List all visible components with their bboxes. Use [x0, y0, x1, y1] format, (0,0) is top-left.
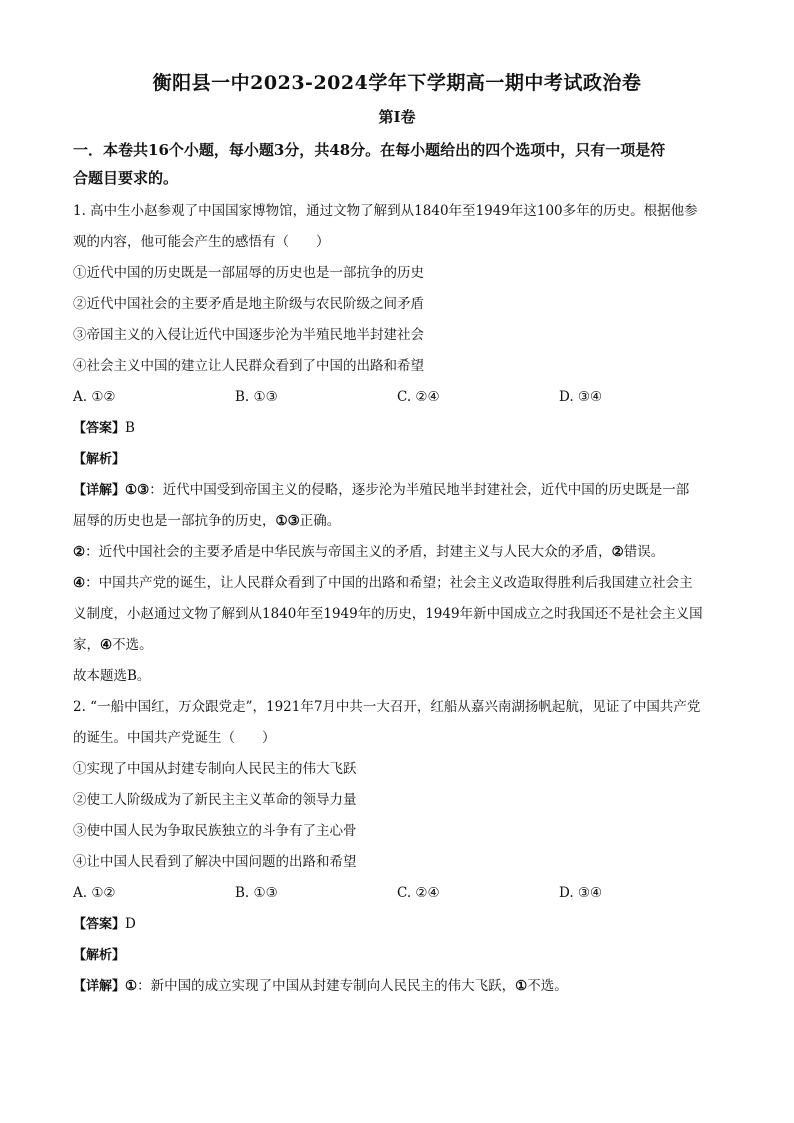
q1-option-b: B. ①③: [235, 389, 278, 405]
q1-option-d: D. ③④: [559, 389, 603, 405]
q1-item-3: ③帝国主义的入侵让近代中国逐步沦为半殖民地半封建社会: [73, 327, 424, 343]
section-instructions-line1: 一．本卷共16个小题，每小题3分，共48分。在每小题给出的四个选项中，只有一项是符: [73, 141, 666, 159]
q2-detail-mark-1b: ①: [515, 978, 528, 994]
section-instructions-line2: 合题目要求的。: [73, 169, 179, 187]
q1-detail-mark-3: ②: [73, 544, 86, 560]
q1-detail-text-4: ：中国共产党的诞生，让人民群众看到了中国的出路和希望；社会主义改造取得胜利后我国建立社会主: [85, 575, 693, 591]
volume-title: 第Ⅰ卷: [378, 108, 416, 126]
q2-detail-mark-1: ①: [125, 978, 138, 994]
q1-analysis: [73, 444, 723, 475]
page-title: 衡阳县一中2023-2024学年下学期高一期中考试政治卷: [152, 72, 642, 94]
q1-conclusion: 故本题选B。: [73, 668, 151, 684]
q2-stem-line1: 2. “一船中国红，万众跟党走”，1921年7月中共一大召开，红船从嘉兴南湖扬帆起航，见证了中国共产党: [73, 699, 701, 715]
q1-detail-line5: 义制度，小赵通过文物了解到从1840年至1949年的历史，1949年新中国成立之时我国还不是社会主义国: [73, 606, 703, 622]
q1-option-a: A. ①②: [73, 389, 116, 405]
q2-detail-text-1b: 不选。: [527, 978, 568, 994]
q1-stem-line2: 观的内容，他可能会产生的感悟有（ ）: [73, 234, 330, 250]
q2-item-1: ①实现了中国从封建专制向人民民主的伟大飞跃: [73, 761, 357, 777]
q1-detail-mark-1: ①③: [125, 482, 150, 498]
q2-option-a: A. ①②: [73, 885, 116, 901]
q2-analysis: [73, 940, 723, 971]
q2-options: [73, 878, 723, 909]
q2-item-3: ③使中国人民为争取民族独立的斗争有了主心骨: [73, 823, 357, 839]
q1-detail-text-6b: 不选。: [112, 637, 153, 653]
q1-detail-text-3: ：近代中国社会的主要矛盾是中华民族与帝国主义的矛盾，封建主义与人民大众的矛盾，: [85, 544, 612, 560]
question-2: [73, 692, 723, 1002]
q1-detail-line1: [73, 475, 723, 506]
question-1: [73, 196, 723, 692]
q2-analysis-tag: 【解析】: [73, 948, 126, 963]
q1-detail-mark-3b: ②: [611, 544, 624, 560]
q2-option-d: D. ③④: [559, 885, 603, 901]
q1-detail-mark-2: ①③: [275, 513, 300, 529]
q1-item-1: ①近代中国的历史既是一部屈辱的历史也是一部抗争的历史: [73, 265, 424, 281]
q1-detail-mark-6: ④: [100, 637, 113, 653]
section-instructions: [73, 136, 723, 192]
q2-detail-text-1: ：新中国的成立实现了中国从封建专制向人民民主的伟大飞跃，: [137, 978, 516, 994]
exam-content: [73, 132, 723, 1002]
q1-options: [73, 382, 723, 413]
q1-detail-line4: [73, 568, 723, 599]
q2-answer-tag: 【答案】: [73, 917, 126, 932]
q2-item-4: ④让中国人民看到了解决中国问题的出路和希望: [73, 854, 357, 870]
q1-detail-text-3b: 错误。: [623, 544, 665, 560]
q1-detail-tag: 【详解】: [73, 483, 126, 498]
q1-answer: [73, 413, 723, 444]
q1-analysis-tag: 【解析】: [73, 452, 126, 467]
q1-detail-text-2a: 屈辱的历史也是一部抗争的历史，: [73, 513, 276, 529]
q2-answer-value: D: [125, 916, 136, 932]
q1-detail-line3: [73, 537, 723, 568]
q2-detail-tag: 【详解】: [73, 979, 126, 994]
q1-option-c: C. ②④: [397, 389, 440, 405]
q1-detail-line2: [73, 506, 723, 537]
q1-answer-value: B: [125, 420, 135, 436]
q1-stem-line1: 1. 高中生小赵参观了中国国家博物馆，通过文物了解到从1840年至1949年这100多年的历史。根据他参: [73, 203, 698, 219]
q1-answer-tag: 【答案】: [73, 421, 126, 436]
q1-detail-text-1: ：近代中国受到帝国主义的侵略，逐步沦为半殖民地半封建社会，近代中国的历史既是一部: [149, 482, 690, 498]
q1-item-2: ②近代中国社会的主要矛盾是地主阶级与农民阶级之间矛盾: [73, 296, 424, 312]
q2-item-2: ②使工人阶级成为了新民主主义革命的领导力量: [73, 792, 357, 808]
q2-detail-line1: [73, 971, 723, 1002]
q1-detail-mark-4: ④: [73, 575, 86, 591]
q2-option-c: C. ②④: [397, 885, 440, 901]
q1-detail-text-2b: 正确。: [299, 513, 341, 529]
q1-detail-text-6a: 家，: [73, 637, 100, 653]
q2-stem-line2: 的诞生。中国共产党诞生（ ）: [73, 730, 276, 746]
q1-item-4: ④社会主义中国的建立让人民群众看到了中国的出路和希望: [73, 358, 424, 374]
q2-option-b: B. ①③: [235, 885, 278, 901]
q1-detail-line6: [73, 630, 723, 661]
q2-answer: [73, 909, 723, 940]
